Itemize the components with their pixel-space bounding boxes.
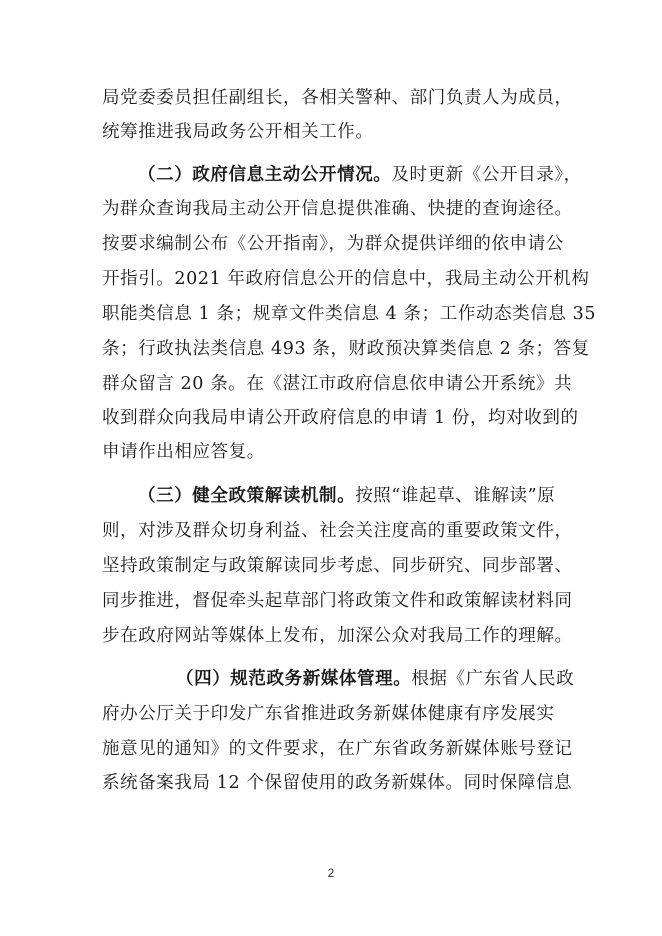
body-line: 府办公厅关于印发广东省推进政务新媒体健康有序发展实 [102,704,555,724]
body-line: 坚持政策制定与政策解读同步考虑、同步研究、同步部署、 [102,556,573,576]
body-line: 收到群众向我局申请公开政府信息的申请 1 份，均对收到的 [102,408,579,428]
section-heading: （二）政府信息主动公开情况。 [138,165,392,185]
body-line: 统筹推进我局政务公开相关工作。 [102,122,374,142]
body-line: 按要求编制公布《公开指南》，为群众提供详细的依申请公 [102,234,564,254]
section-heading: （四）规范政务新媒体管理。 [176,669,412,689]
body-line: 同步推进，督促牵头起草部门将政策文件和政策解读材料同 [102,591,573,611]
body-line: 则，对涉及群众切身利益、社会关注度高的重要政策文件， [102,521,573,541]
body-line: 为群众查询我局主动公开信息提供准确、快捷的查询途径。 [102,199,573,219]
body-line: 局党委委员担任副组长，各相关警种、部门负责人为成员， [102,88,573,108]
page-number: 2 [327,866,335,880]
body-line: 施意见的通知》的文件要求，在广东省政务新媒体账号登记 [102,739,573,759]
paragraph-line [176,667,636,691]
body-text: 根据《广东省人民政 [411,669,575,689]
body-line: 申请作出相应答复。 [102,442,265,462]
body-line: 步在政府网站等媒体上发布，加深公众对我局工作的理解。 [102,626,573,646]
paragraph-line [138,163,598,187]
body-line: 群众留言 20 条。在《湛江市政府信息依申请公开系统》共 [102,374,573,394]
body-line: 开指引。2021 年政府信息公开的信息中，我局主动公开机构 [102,269,590,289]
body-line: 条；行政执法类信息 493 条，财政预决算类信息 2 条；答复 [102,339,590,359]
body-text: 及时更新《公开目录》， [391,165,582,185]
paragraph-line [138,484,598,508]
body-line: 系统备案我局 12 个保留使用的政务新媒体。同时保障信息 [102,773,573,793]
body-text: 按照“谁起草、谁解读”原 [355,486,556,506]
section-heading: （三）健全政策解读机制。 [138,486,356,506]
body-line: 职能类信息 1 条；规章文件类信息 4 条；工作动态类信息 35 [102,304,597,324]
